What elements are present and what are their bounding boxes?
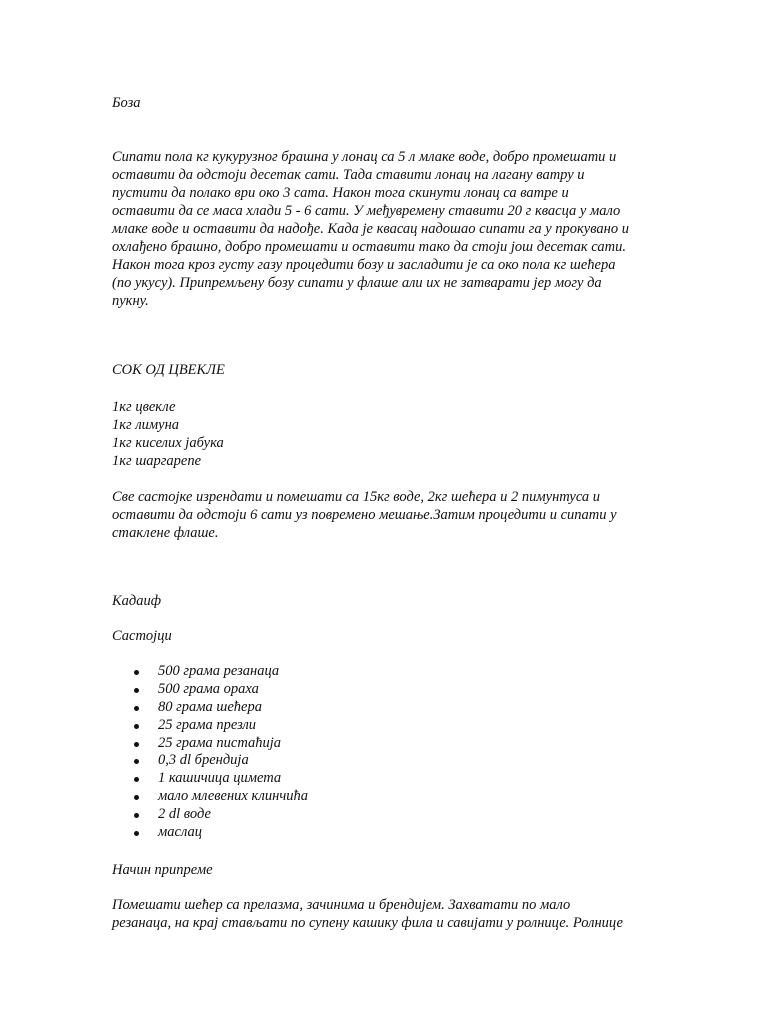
bullet-icon <box>134 777 139 782</box>
bullet-icon <box>134 670 139 675</box>
method-heading: Начин припреме <box>112 862 213 878</box>
kadaif-instructions <box>112 896 657 932</box>
bullet-icon <box>134 688 139 693</box>
list-item <box>112 717 308 735</box>
bullet-icon <box>134 759 139 764</box>
bullet-icon <box>134 706 139 711</box>
text-line: оставити да се маса хлади 5 - 6 сати. У међувремену ставити 20 г квасца у мало <box>112 203 621 219</box>
list-item <box>112 770 308 788</box>
sok-instructions <box>112 488 652 542</box>
list-item <box>112 681 308 699</box>
text-line: Сипати пола кг кукурузног брашна у лонац са 5 л млаке воде, добро промешати и <box>112 149 617 165</box>
ingredient-text: мало млевених клинчића <box>158 788 308 805</box>
list-item <box>112 806 308 824</box>
sok-ingredient-list <box>112 398 224 470</box>
bullet-icon <box>134 813 139 818</box>
text-line: Све састојке изрендати и помешати са 15кг воде, 2кг шећера и 2 пимунтуса и <box>112 489 601 505</box>
boza-instructions <box>112 148 652 310</box>
ingredient-text: 2 dl воде <box>158 806 211 823</box>
ingredient-text: 25 грама пистаћија <box>158 734 282 751</box>
ingredient-item: 1кг лимуна <box>112 417 180 433</box>
recipe-title-sok: СОК ОД ЦВЕКЛЕ <box>112 362 225 378</box>
ingredient-text: 1 кашичица цимета <box>158 770 282 787</box>
text-line: охлађено брашно, добро промешати и оставити тако да стоји још десетак сати. <box>112 239 626 255</box>
bullet-icon <box>134 795 139 800</box>
ingredient-text: 500 грама ораха <box>158 680 259 697</box>
ingredient-text: 80 грама шећера <box>158 698 262 715</box>
ingredient-item: 1кг цвекле <box>112 399 176 415</box>
list-item <box>112 735 308 753</box>
text-line: млаке воде и оставити да надође. Када је квасац надошао сипати га у прокувано и <box>112 221 629 237</box>
ingredient-text: 25 грама презли <box>158 716 257 733</box>
list-item <box>112 699 308 717</box>
kadaif-ingredient-list <box>112 663 308 842</box>
text-line: оставити да одстоји 6 сати уз повремено мешање.Затим процедити и сипати у <box>112 507 617 523</box>
bullet-icon <box>134 724 139 729</box>
text-line: Помешати шећер са прелазма, зачинима и брендијем. Захватати по мало <box>112 897 571 913</box>
text-line: (по укусу). Припремљену бозу сипати у флаше али их не затварати јер могу да <box>112 275 602 291</box>
text-line: Након тога кроз густу газу процедити бозу и засладити је са око пола кг шећера <box>112 257 616 273</box>
text-line: пустити да полако ври око 3 сата. Након тога скинути лонац са ватре и <box>112 185 569 201</box>
list-item <box>112 663 308 681</box>
list-item <box>112 824 308 842</box>
text-line: резанаца, на крај стављати по супену кашику фила и савијати у ролнице. Ролнице <box>112 915 623 931</box>
recipe-title-boza: Боза <box>112 95 141 111</box>
bullet-icon <box>134 742 139 747</box>
list-item <box>112 752 308 770</box>
text-line: оставити да одстоји десетак сати. Тада ставити лонац на лагану ватру и <box>112 167 585 183</box>
bullet-icon <box>134 831 139 836</box>
text-line: стаклене флаше. <box>112 525 219 541</box>
ingredients-heading: Састојци <box>112 628 172 644</box>
recipe-title-kadaif: Кадаиф <box>112 593 162 609</box>
ingredient-text: 500 грама резанаца <box>158 663 280 679</box>
text-line: пукну. <box>112 293 149 309</box>
ingredient-item: 1кг киселих јабука <box>112 435 224 451</box>
ingredient-text: 0,3 dl брендија <box>158 752 249 769</box>
ingredient-item: 1кг шаргарепе <box>112 453 202 469</box>
list-item <box>112 788 308 806</box>
ingredient-text: маслац <box>158 824 202 841</box>
